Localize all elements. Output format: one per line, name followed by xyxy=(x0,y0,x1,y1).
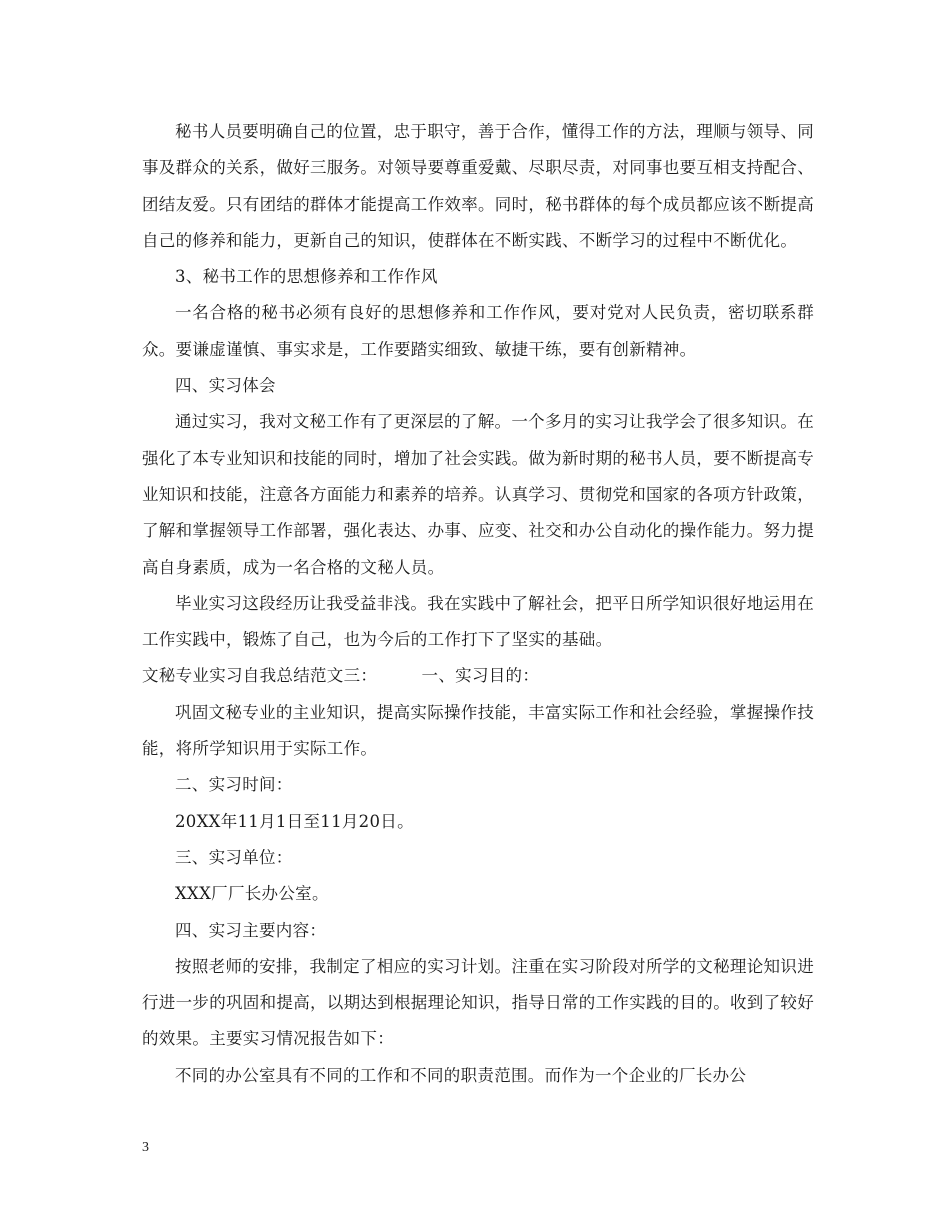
heading-thought-and-style: 3、秘书工作的思想修养和工作作风 xyxy=(175,267,438,287)
paragraph-internship-understanding: 通过实习，我对文秘工作有了更深层的了解。一个多月的实习让我学会了很多知识。在强化了本专业知识和技能的同时，增加了社会实践。做为新时期的秘书人员，要不断提高专业知识和技能，注意各方面能力和素养的培养。认真学习、贯彻党和国家的各项方针政策，了解和掌握领导工作部署，强化表达、办事、应变、社交和办公自动化的操作能力。努力提高自身素质，成为一名合格的文秘人员。 xyxy=(142,412,814,577)
paragraph-internship-purpose: 巩固文秘专业的主业知识，提高实际操作技能，丰富实际工作和社会经验，掌握操作技能，将所学知识用于实际工作。 xyxy=(142,702,814,759)
heading-internship-unit: 三、实习单位： xyxy=(175,847,293,867)
document-body xyxy=(142,114,814,1094)
paragraph-internship-dates: 20XX年11月1日至11月20日。 xyxy=(175,811,414,831)
paragraph-internship-unit-name: XXX厂厂长办公室。 xyxy=(175,884,329,904)
heading-sample-three: 文秘专业实习自我总结范文三： 一、实习目的： xyxy=(142,666,540,686)
paragraph-internship-plan: 按照老师的安排，我制定了相应的实习计划。注重在实习阶段对所学的文秘理论知识进行进一步的巩固和提高，以期达到根据理论知识，指导日常的工作实践的目的。收到了较好的效果。主要实习情况报告如下： xyxy=(142,956,814,1049)
heading-internship-experience: 四、实习体会 xyxy=(175,376,276,396)
paragraph-office-scope: 不同的办公室具有不同的工作和不同的职责范围。而作为一个企业的厂长办公 xyxy=(175,1065,747,1085)
paragraph-graduation-benefit: 毕业实习这段经历让我受益非浅。我在实践中了解社会，把平日所学知识很好地运用在工作实践中，锻炼了自己，也为今后的工作打下了坚实的基础。 xyxy=(142,593,814,650)
paragraph-secretary-position: 秘书人员要明确自己的位置，忠于职守，善于合作，懂得工作的方法，理顺与领导、同事及群众的关系，做好三服务。对领导要尊重爱戴、尽职尽责，对同事也要互相支持配合、团结友爱。只有团结的群体才能提高工作效率。同时，秘书群体的每个成员都应该不断提高自己的修养和能力，更新自己的知识，使群体在不断实践、不断学习的过程中不断优化。 xyxy=(142,122,814,250)
heading-internship-content: 四、实习主要内容： xyxy=(175,920,327,940)
paragraph-qualified-secretary: 一名合格的秘书必须有良好的思想修养和工作作风，要对党对人民负责，密切联系群众。要谦虚谨慎、事实求是，工作要踏实细致、敏捷干练，要有创新精神。 xyxy=(142,303,814,359)
heading-internship-time: 二、实习时间： xyxy=(175,775,293,795)
page-number: 3 xyxy=(142,1140,149,1155)
